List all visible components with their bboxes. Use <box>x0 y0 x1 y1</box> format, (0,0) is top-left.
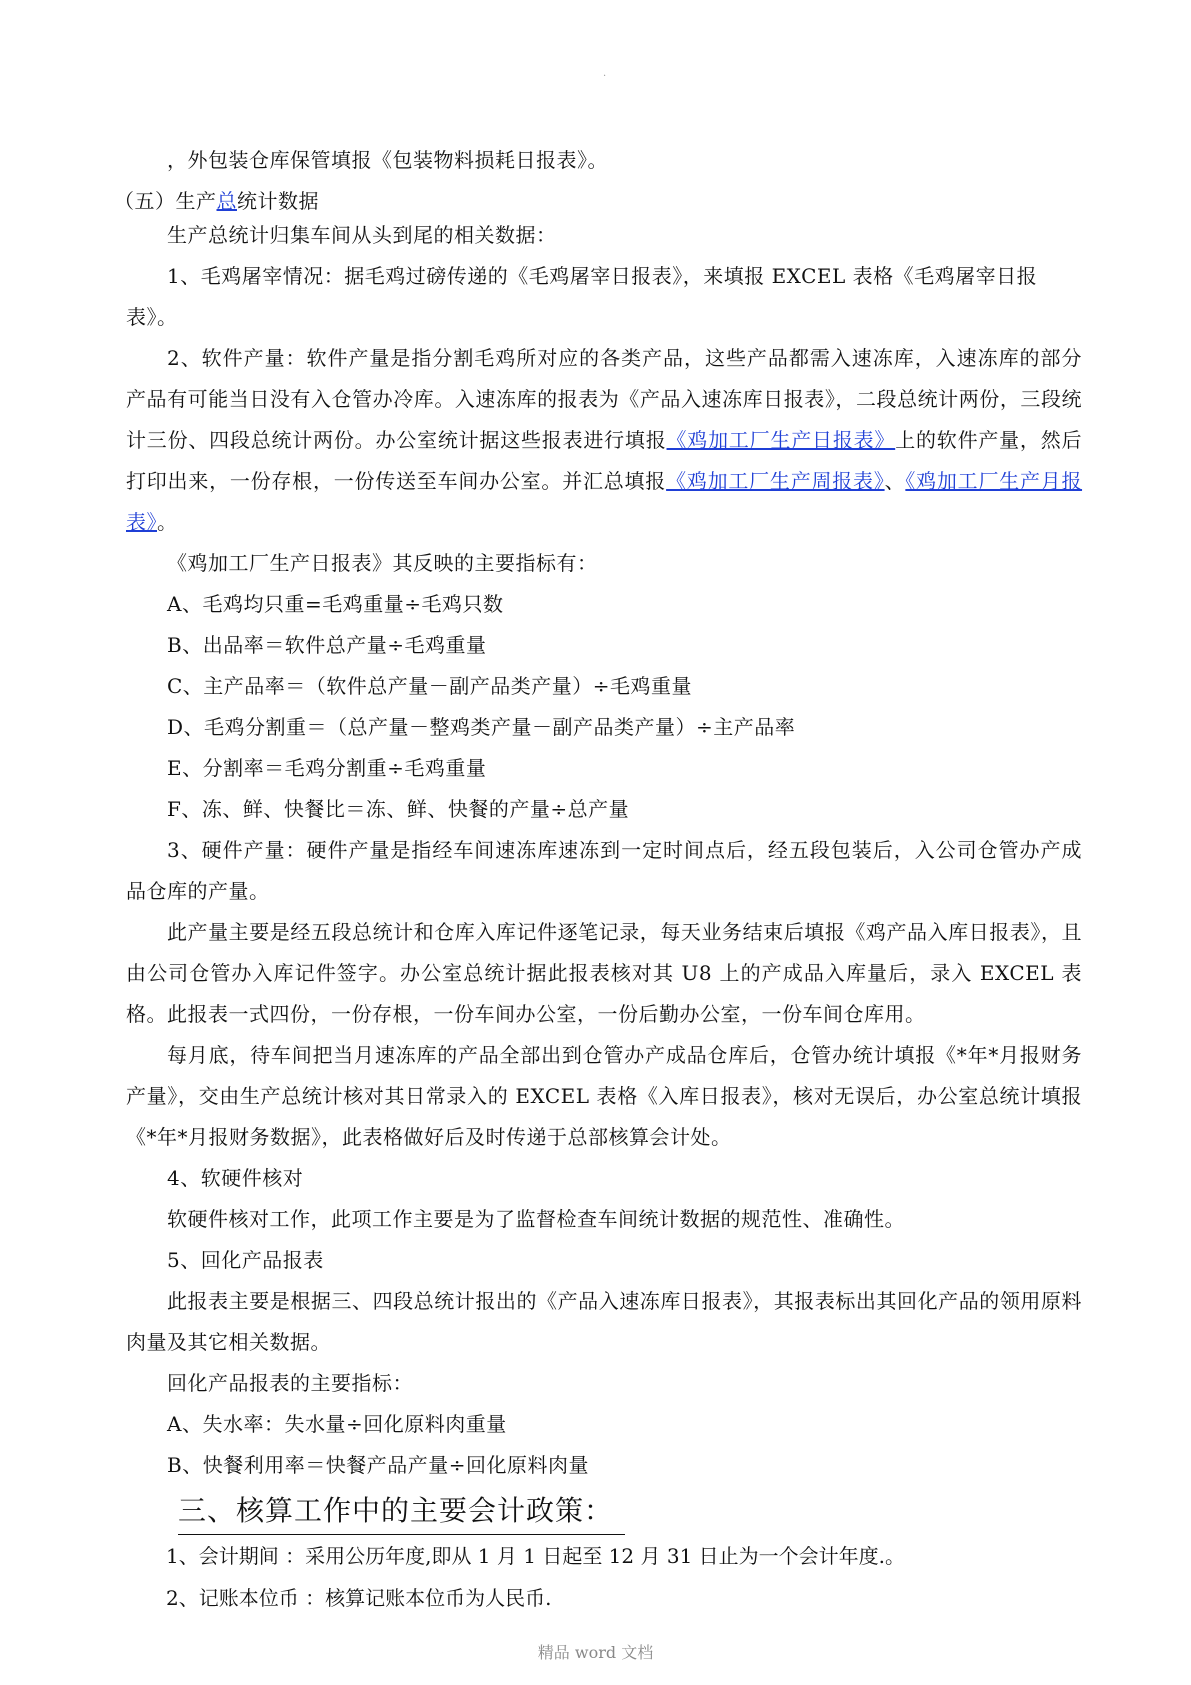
paragraph-indicators-intro: 《鸡加工厂生产日报表》其反映的主要指标有： <box>167 551 598 575</box>
section-title-accounting-policies: 三、核算工作中的主要会计政策： <box>178 1488 625 1535</box>
document-body <box>114 140 1083 1619</box>
link-weekly-report[interactable]: 《鸡加工厂生产周报表》 <box>666 469 885 493</box>
paragraph-thaw-indicators: 回化产品报表的主要指标： <box>167 1371 413 1395</box>
paragraph-thaw-report: 此报表主要是根据三、四段总统计报出的《产品入速冻库日报表》，其报表标出其回化产品的领用原料肉量及其它相关数据。 <box>126 1289 1082 1354</box>
footer-watermark: 精品 word 文档 <box>537 1643 654 1662</box>
item-2-text-d: 。 <box>157 510 178 534</box>
indicator-e: E、分割率＝毛鸡分割重÷毛鸡重量 <box>167 756 487 780</box>
link-daily-report[interactable]: 《鸡加工厂生产日报表》 <box>666 428 896 452</box>
paragraph-month-end: 每月底，待车间把当月速冻库的产品全部出到仓管办产成品仓库后，仓管办统计填报《*年*月报财务产量》，交由生产总统计核对其日常录入的 EXCEL 表格《入库日报表》，核对无误后，办公室总统计填报《*年*月报财务数据》，此表格做好后及时传递于总部核算会计处。 <box>126 1043 1082 1149</box>
paragraph-item-3: 3、硬件产量：硬件产量是指经车间速冻库速冻到一定时间点后，经五段包装后，入公司仓管办产成品仓库的产量。 <box>126 838 1082 903</box>
thaw-indicator-a: A、失水率：失水量÷回化原料肉重量 <box>167 1412 507 1436</box>
indicator-f: F、冻、鲜、快餐比＝冻、鲜、快餐的产量÷总产量 <box>167 797 630 821</box>
paragraph-item-2 <box>126 338 1082 543</box>
paragraph-item-1: 1、毛鸡屠宰情况：据毛鸡过磅传递的《毛鸡屠宰日报表》，来填报 EXCEL 表格《毛鸡屠宰日报表》。 <box>126 264 1038 329</box>
item-2-text-b: 上的软件产量，然后打印出来，一份存根，一份传送至车间办公室。并汇总填报 <box>126 428 1083 493</box>
paragraph-hardware-detail: 此产量主要是经五段总统计和仓库入库记件逐笔记录，每天业务结束后填报《鸡产品入库日报表》，且由公司仓管办入库记件签字。办公室总统计据此报表核对其 U8 上的产成品入库量后，录入 EXCEL 表格。此报表一式四份，一份存根，一份车间办公室，一份后勤办公室，一份车间仓库用。 <box>126 920 1082 1026</box>
paragraph-intro: 生产总统计归集车间从头到尾的相关数据： <box>167 223 557 247</box>
subheading-text-a: （五）生产 <box>114 189 217 213</box>
header-mark: . <box>603 68 607 79</box>
paragraph-item-4: 4、软硬件核对 <box>167 1166 304 1190</box>
indicator-a: A、毛鸡均只重=毛鸡重量÷毛鸡只数 <box>167 592 504 616</box>
policy-item-2: 2、记账本位币 ：核算记账本位币为人民币. <box>166 1586 552 1610</box>
link-monthly-report[interactable]: 《鸡加工厂生产月报表》 <box>126 469 1083 534</box>
indicator-b: B、出品率＝软件总产量÷毛鸡重量 <box>167 633 487 657</box>
paragraph-packaging: ，外包装仓库保管填报《包装物料损耗日报表》。 <box>167 148 608 172</box>
paragraph-item-5: 5、回化产品报表 <box>167 1248 324 1272</box>
paragraph-reconcile: 软硬件核对工作，此项工作主要是为了监督检查车间统计数据的规范性、准确性。 <box>167 1207 905 1231</box>
subheading-text-b: 统计数据 <box>237 189 319 213</box>
item-2-text-a: 2、软件产量：软件产量是指分割毛鸡所对应的各类产品，这些产品都需入速冻库，入速冻库的部分产品有可能当日没有入仓管办冷库。入速冻库的报表为《产品入速冻库日报表》，二段总统计两份，三段统计三份、四段总统计两份。办公室统计据这些报表进行填报 <box>126 346 1082 452</box>
indicator-c: C、主产品率＝（软件总产量－副产品类产量）÷毛鸡重量 <box>167 674 693 698</box>
subheading-production-stats <box>114 181 1082 222</box>
thaw-indicator-b: B、快餐利用率＝快餐产品产量÷回化原料肉量 <box>167 1453 589 1477</box>
item-2-text-c: 、 <box>884 469 906 493</box>
indicator-d: D、毛鸡分割重＝（总产量－整鸡类产量－副产品类产量）÷主产品率 <box>167 715 796 739</box>
subheading-link-total[interactable]: 总 <box>216 189 237 213</box>
policy-item-1: 1、会计期间 ：采用公历年度,即从 1 月 1 日起至 12 月 31 日止为一个会计年度.。 <box>166 1544 906 1568</box>
